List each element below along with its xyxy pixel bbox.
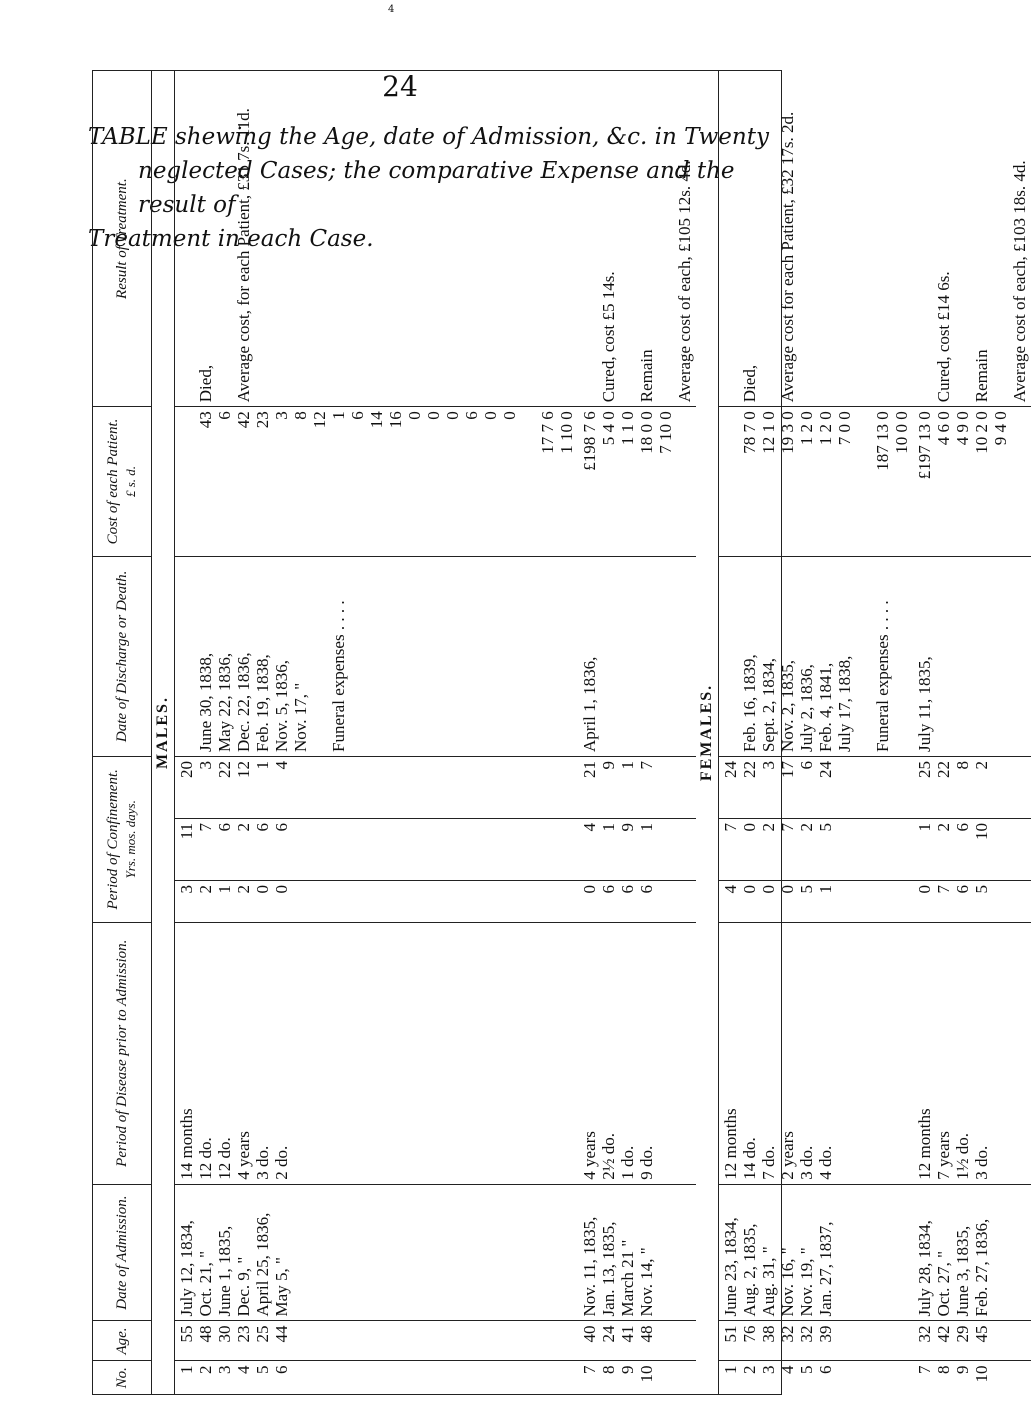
males-heading-row bbox=[152, 71, 175, 1394]
table-header-row bbox=[93, 71, 152, 1394]
males-died-days: 20 3 22 12 1 4 bbox=[175, 756, 579, 818]
females-label: FEMALES. bbox=[696, 71, 719, 1394]
females-cured-yrs: 0 7 6 5 bbox=[913, 880, 1031, 922]
col-confinement bbox=[93, 756, 152, 922]
females-cured-no: 7 8 9 10 bbox=[913, 1361, 1031, 1394]
females-died-mos: 7 0 2 7 2 5 bbox=[719, 818, 914, 880]
females-cured-result-total: Cured, cost £14 6s. bbox=[934, 271, 953, 403]
males-cured-prior: 4 years 2½ do. 1 do. 9 do. bbox=[578, 922, 696, 1184]
title-line-2: neglected Cases; the comparative Expense and the result of bbox=[138, 158, 735, 218]
col-prior: Period of Disease prior to Admission. bbox=[93, 922, 152, 1184]
males-cured-mos: 4 1 9 1 bbox=[578, 818, 696, 880]
females-funeral-label: Funeral expenses . . . . bbox=[873, 600, 892, 752]
females-died-discharge-dates: Feb. 16, 1839, Sept. 2, 1834, Nov. 2, 1835, July 2, 1836, Feb. 4, 1841, July 17, 1838, bbox=[740, 654, 854, 752]
males-died-prior: 14 months 12 do. 12 do. 4 years 3 do. 2 do. bbox=[175, 922, 579, 1184]
males-died-cost-l: 43 6 42 23 3 bbox=[196, 411, 291, 429]
females-died-prior: 12 months 14 do. 7 do. 2 years 3 do. 4 do. bbox=[719, 922, 914, 1184]
females-cured-prior: 12 months 7 years 1½ do. 3 do. bbox=[913, 922, 1031, 1184]
males-died-discharge bbox=[175, 556, 579, 756]
males-died-cost-d: 0 0 0 6 0 0 bbox=[405, 411, 519, 420]
females-cured-admission: July 28, 1834, Oct. 27, " June 3, 1835, Feb. 27, 1836, bbox=[913, 1184, 1031, 1321]
col-age: Age. bbox=[93, 1321, 152, 1361]
females-cured-result-average: Average cost of each, £103 18s. 4d. bbox=[1010, 160, 1029, 403]
males-cured-days: 21 9 1 7 bbox=[578, 756, 696, 818]
males-died-yrs: 3 2 1 2 0 0 bbox=[175, 880, 579, 922]
rotated-table-frame bbox=[92, 70, 1029, 1395]
females-cured-row bbox=[913, 71, 1031, 1394]
males-cured-admission: Nov. 11, 1835, Jan. 13, 1835, March 21 " Nov. 14, " bbox=[578, 1184, 696, 1321]
females-died-result-label: Died, bbox=[740, 364, 759, 403]
col-confinement-units: Yrs. mos. days. bbox=[122, 800, 138, 879]
females-heading-row bbox=[696, 71, 719, 1394]
page-mark: 4 bbox=[388, 4, 395, 15]
males-died-no: 1 2 3 4 5 6 bbox=[175, 1361, 579, 1394]
females-funeral-cost: 187 13 0 10 0 0 bbox=[873, 411, 911, 471]
cases-table bbox=[93, 71, 1031, 1394]
females-died-cost-values: 78 7 0 12 1 0 19 3 0 1 2 0 1 2 0 7 0 0 bbox=[740, 411, 854, 454]
females-cured-mos: 1 2 6 10 bbox=[913, 818, 1031, 880]
col-result: Result of Treatment. bbox=[93, 71, 152, 407]
males-cured-discharge: April 1, 1836, bbox=[578, 556, 696, 756]
females-cured-discharge: July 11, 1835, bbox=[913, 556, 1031, 756]
title-line-3: Treatment in each Case. bbox=[88, 226, 374, 252]
females-died-cost bbox=[719, 407, 914, 557]
females-died-row bbox=[719, 71, 914, 1394]
col-cost bbox=[93, 407, 152, 557]
males-died-result bbox=[175, 71, 579, 407]
males-cured-result bbox=[578, 71, 696, 407]
males-died-cost-s: 8 12 1 6 14 16 bbox=[291, 411, 405, 429]
females-died-result-average: Average cost for each Patient, £32 17s. 2d. bbox=[778, 111, 797, 403]
females-died-no: 1 2 3 4 5 6 bbox=[719, 1361, 914, 1394]
males-cured-yrs: 0 6 6 6 bbox=[578, 880, 696, 922]
females-cured-result-label: Remain bbox=[972, 349, 991, 403]
females-cured-days: 25 22 8 2 bbox=[913, 756, 1031, 818]
col-admission: Date of Admission. bbox=[93, 1184, 152, 1321]
males-funeral-label: Funeral expenses . . . . bbox=[329, 600, 348, 752]
males-label: MALES. bbox=[152, 71, 175, 1394]
males-died-result-average: Average cost, for each Patient, £31 7s. 11d. bbox=[234, 108, 253, 403]
females-died-result bbox=[719, 71, 914, 407]
males-died-admission: July 12, 1834, Oct. 21, " June 1, 1835, Dec. 9, " April 25, 1836, May 5, " bbox=[175, 1184, 579, 1321]
males-died-age: 55 48 30 23 25 44 bbox=[175, 1321, 579, 1361]
males-cured-result-label: Remain bbox=[637, 349, 656, 403]
females-died-yrs: 4 0 0 0 5 1 bbox=[719, 880, 914, 922]
title-line-1: TABLE shewing the Age, date of Admission, &c. in Twenty bbox=[88, 124, 769, 150]
females-died-admission: June 23, 1834, Aug. 2, 1835, Aug. 31, " Nov. 16, " Nov. 19, " Jan. 27, 1837, bbox=[719, 1184, 914, 1321]
col-no: No. bbox=[93, 1361, 152, 1394]
col-cost-title: Cost of each Patient. bbox=[104, 418, 121, 545]
females-cured-cost: £197 13 0 4 6 0 4 9 0 10 2 0 9 4 0 bbox=[913, 407, 1031, 557]
males-died-cost bbox=[175, 407, 579, 557]
page-number: 24 bbox=[382, 70, 418, 103]
males-cured-cost: £198 7 6 5 4 0 1 1 0 18 0 0 7 10 0 bbox=[578, 407, 696, 557]
males-died-result-label: Died, bbox=[196, 364, 215, 403]
females-died-days: 24 22 3 17 6 24 bbox=[719, 756, 914, 818]
females-cured-age: 32 42 29 45 bbox=[913, 1321, 1031, 1361]
males-cured-row bbox=[578, 71, 696, 1394]
col-confinement-title: Period of Confinement. bbox=[104, 769, 121, 910]
males-cured-result-average: Average cost of each, £105 12s. 4d. bbox=[675, 160, 694, 403]
col-discharge: Date of Discharge or Death. bbox=[93, 556, 152, 756]
males-died-row bbox=[175, 71, 579, 1394]
females-cured-result bbox=[913, 71, 1031, 407]
col-cost-units: £ s. d. bbox=[122, 465, 138, 498]
males-cured-no: 7 8 9 10 bbox=[578, 1361, 696, 1394]
females-died-discharge bbox=[719, 556, 914, 756]
males-died-discharge-dates: June 30, 1838, May 22, 1836, Dec. 22, 1836, Feb. 19, 1838, Nov. 5, 1836, Nov. 17, " bbox=[196, 652, 310, 752]
males-funeral-cost: 17 7 6 1 10 0 bbox=[538, 411, 576, 454]
males-cured-age: 40 24 41 48 bbox=[578, 1321, 696, 1361]
females-died-age: 51 76 38 32 32 39 bbox=[719, 1321, 914, 1361]
males-died-mos: 11 7 6 2 6 6 bbox=[175, 818, 579, 880]
males-cured-result-total: Cured, cost £5 14s. bbox=[599, 271, 618, 403]
